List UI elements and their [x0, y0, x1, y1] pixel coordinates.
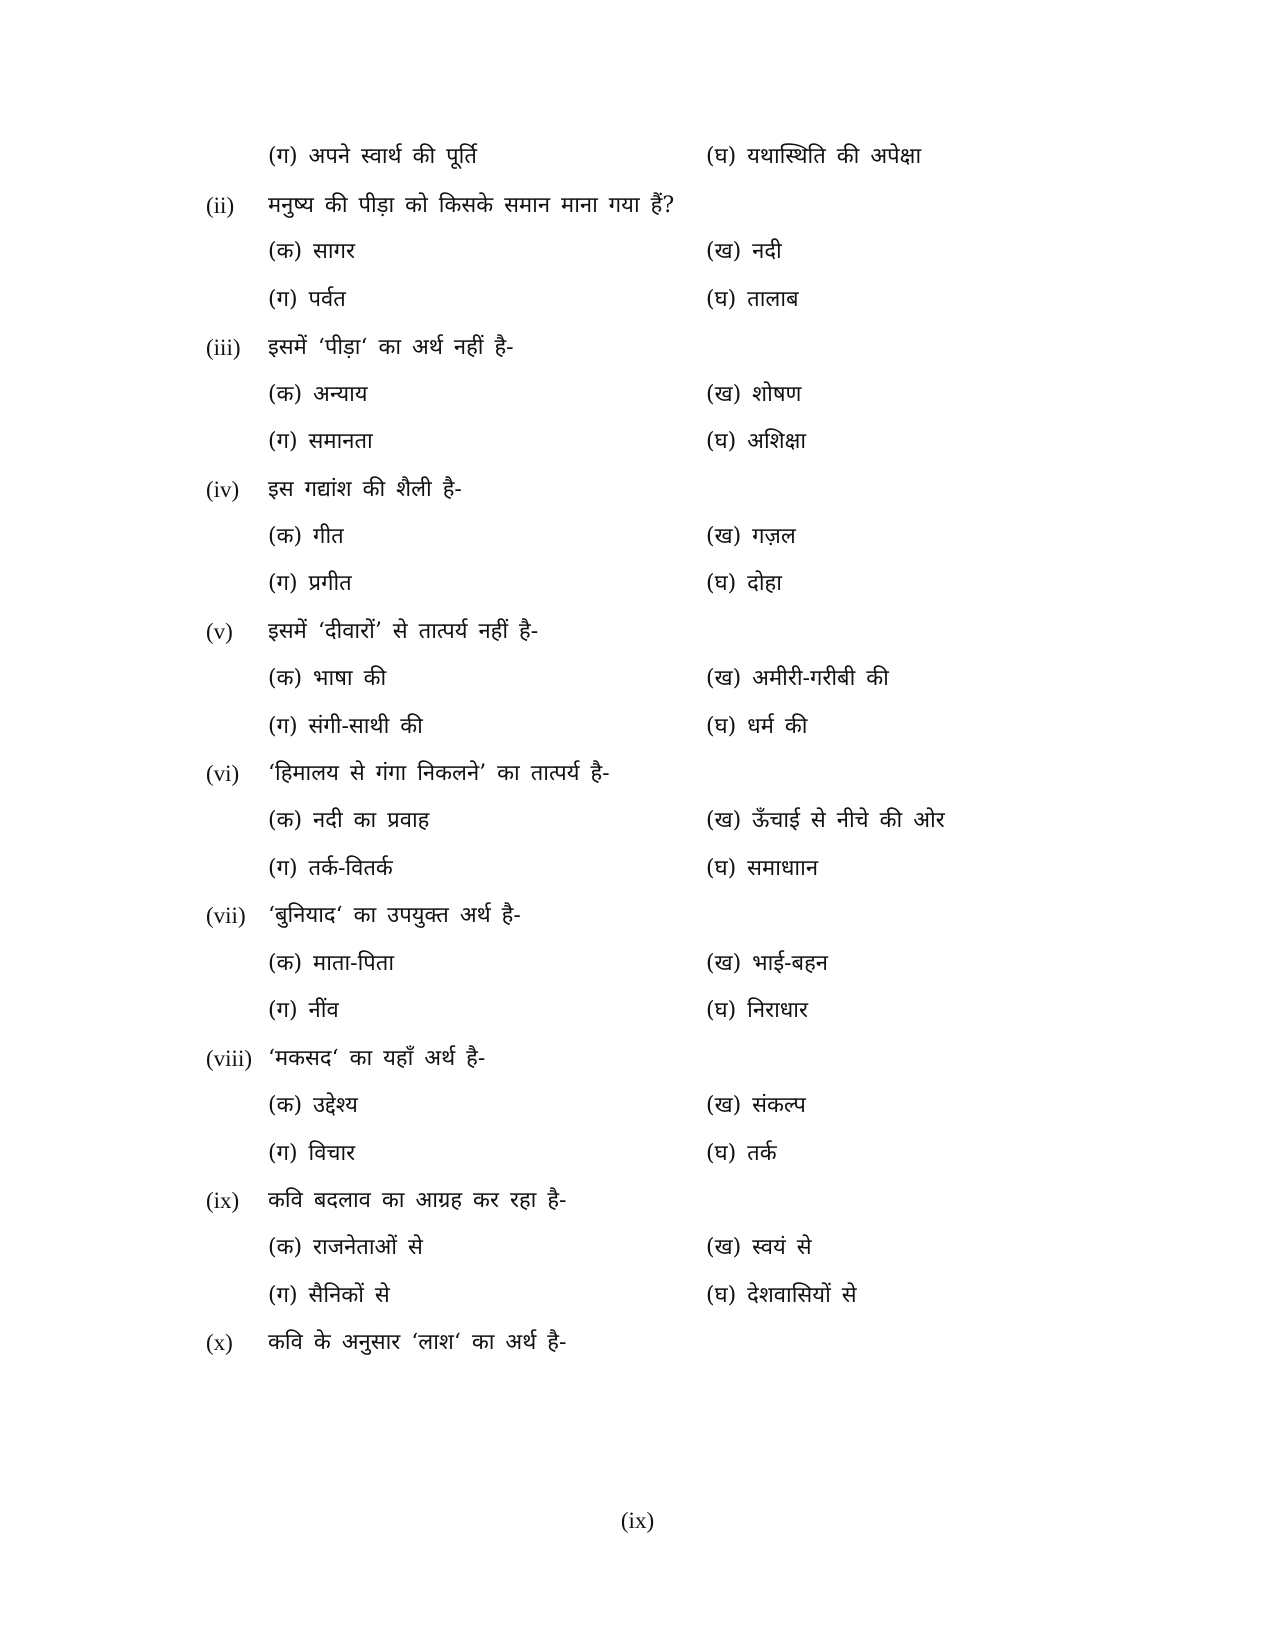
question-number: (ii): [206, 193, 235, 218]
option: (घ) निराधार: [706, 998, 808, 1023]
option: (क) सागर: [268, 239, 356, 264]
question-row: [206, 186, 1066, 226]
question-number: (x): [206, 1330, 233, 1355]
question-row: [206, 470, 1066, 510]
option-row: [206, 1228, 1066, 1268]
option-row: [206, 1276, 1066, 1316]
option: (क) राजनेताओं से: [268, 1235, 423, 1260]
page-number: (ix): [620, 1508, 655, 1533]
option: (क) भाषा की: [268, 666, 387, 691]
option: (ख) ऊँचाई से नीचे की ओर: [706, 808, 945, 833]
option: (ख) स्वयं से: [706, 1235, 812, 1260]
option-row: [206, 707, 1066, 747]
option: (ग) अपने स्वार्थ की पूर्ति: [268, 144, 477, 169]
question-number: (ix): [206, 1188, 240, 1213]
option: (ख) संकल्प: [706, 1093, 806, 1118]
question-number: (iii): [206, 335, 241, 360]
option-row: [206, 991, 1066, 1031]
question-text: ‘मकसद‘ का यहाँ अर्थ है-: [268, 1046, 486, 1071]
option-row: [206, 232, 1066, 272]
option: (क) नदी का प्रवाह: [268, 808, 430, 833]
option: (ख) गज़ल: [706, 524, 796, 549]
question-number: (vii): [206, 903, 246, 928]
question-number: (iv): [206, 477, 240, 502]
question-text: इसमें ‘पीड़ा‘ का अर्थ नहीं है-: [268, 335, 514, 360]
option: (घ) समाधाान: [706, 856, 819, 881]
option: (घ) दोहा: [706, 571, 782, 596]
question-row: [206, 1181, 1066, 1221]
option-row: [206, 1134, 1066, 1174]
question-row: [206, 328, 1066, 368]
option: (ख) भाई-बहन: [706, 951, 829, 976]
option: (ग) विचार: [268, 1141, 356, 1166]
option-row: [206, 1086, 1066, 1126]
question-row: [206, 1323, 1066, 1363]
option-row: [206, 944, 1066, 984]
option: (ग) प्रगीत: [268, 571, 352, 596]
question-text: ‘बुनियाद‘ का उपयुक्त अर्थ है-: [268, 903, 521, 928]
question-row: [206, 612, 1066, 652]
option: (ख) शोषण: [706, 382, 802, 407]
question-number: (viii): [206, 1046, 252, 1071]
question-text: कवि के अनुसार ‘लाश‘ का अर्थ है-: [268, 1330, 567, 1355]
question-text: ‘हिमालय से गंगा निकलने’ का तात्पर्य है-: [268, 761, 610, 786]
option: (घ) धर्म की: [706, 714, 808, 739]
option: (ग) तर्क-वितर्क: [268, 856, 393, 881]
option: (घ) देशवासियों से: [706, 1283, 857, 1308]
question-number: (vi): [206, 761, 240, 786]
option-row: [206, 564, 1066, 604]
option-row: [206, 659, 1066, 699]
question-text: मनुष्य की पीड़ा को किसके समान माना गया हैं?: [268, 193, 675, 218]
option: (घ) यथास्थिति की अपेक्षा: [706, 144, 922, 169]
option-row: [206, 849, 1066, 889]
option: (ग) सैनिकों से: [268, 1283, 390, 1308]
question-row: [206, 896, 1066, 936]
option: (क) माता-पिता: [268, 951, 395, 976]
option: (क) अन्याय: [268, 382, 368, 407]
option-row: [206, 375, 1066, 415]
question-number: (v): [206, 619, 233, 644]
option: (ग) पर्वत: [268, 287, 346, 312]
question-row: [206, 1039, 1066, 1079]
option: (ग) समानता: [268, 429, 373, 454]
option-row: [206, 422, 1066, 462]
option: (ख) नदी: [706, 239, 782, 264]
option: (क) गीत: [268, 524, 344, 549]
question-row: [206, 754, 1066, 794]
option: (ग) नींव: [268, 998, 339, 1023]
question-text: इसमें ‘दीवारों’ से तात्पर्य नहीं है-: [268, 619, 539, 644]
option: (घ) तालाब: [706, 287, 799, 312]
option-row: [206, 801, 1066, 841]
option-row: [206, 517, 1066, 557]
option: (ख) अमीरी-गरीबी की: [706, 666, 889, 691]
option: (क) उद्देश्य: [268, 1093, 358, 1118]
option: (ग) संगी-साथी की: [268, 714, 423, 739]
question-text: कवि बदलाव का आग्रह कर रहा है-: [268, 1188, 567, 1213]
option-row: [206, 137, 1066, 177]
option: (घ) अशिक्षा: [706, 429, 807, 454]
question-text: इस गद्यांश की शैली है-: [268, 477, 462, 502]
option-row: [206, 280, 1066, 320]
option: (घ) तर्क: [706, 1141, 777, 1166]
